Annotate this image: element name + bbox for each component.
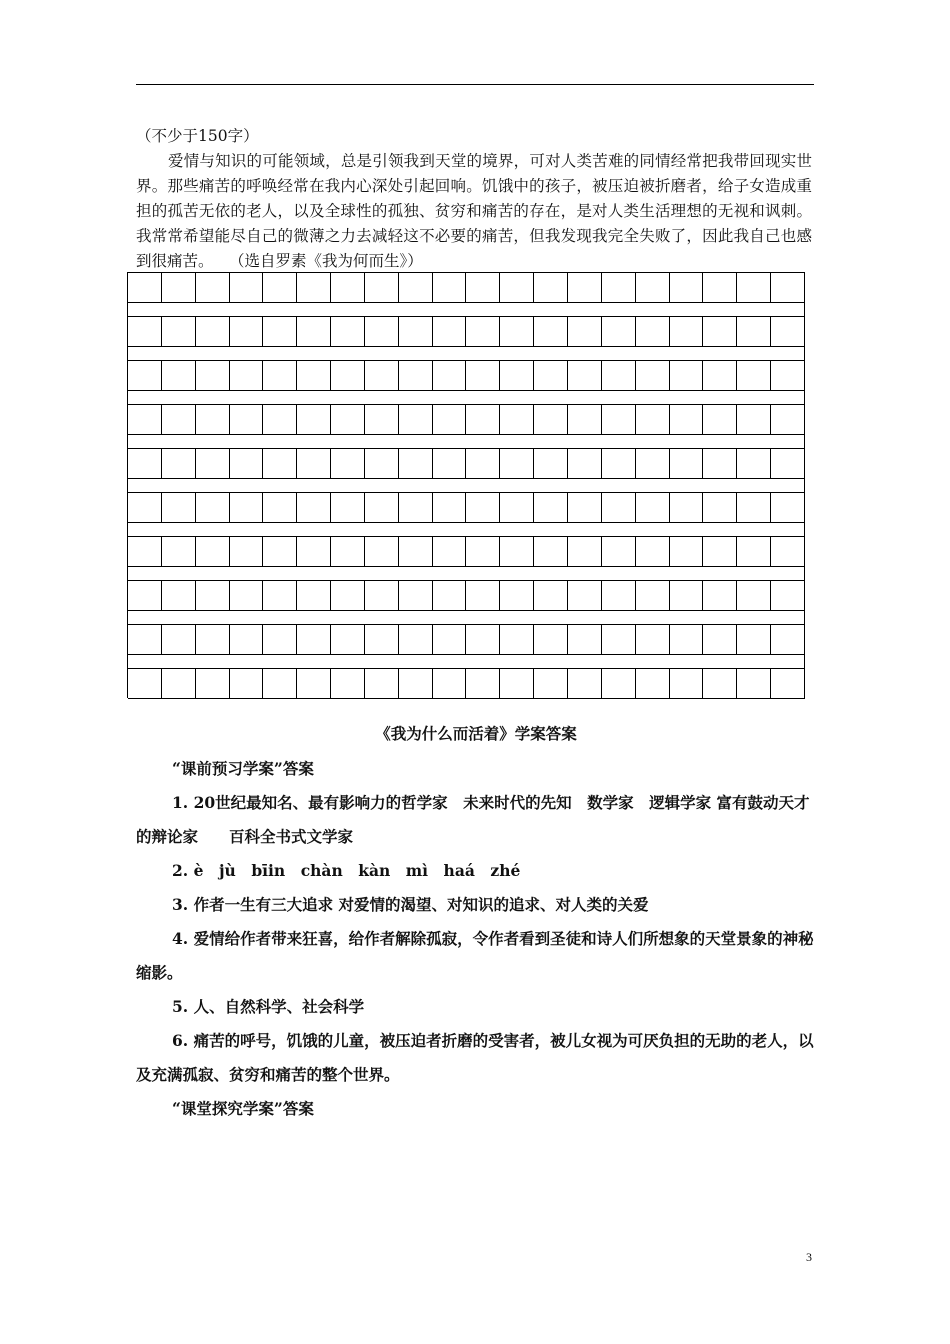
grid-cell [534, 624, 568, 655]
writing-prompt [136, 124, 812, 274]
grid-cell [196, 360, 230, 391]
grid-cell [230, 448, 264, 479]
grid-cell [365, 316, 399, 347]
grid-cell [365, 624, 399, 655]
grid-cell [128, 448, 162, 479]
grid-cell [500, 404, 534, 435]
grid-row [127, 404, 805, 434]
grid-cell [670, 272, 704, 303]
grid-cell [500, 492, 534, 523]
grid-cell [670, 492, 704, 523]
grid-cell [568, 536, 602, 567]
grid-cell [771, 492, 805, 523]
grid-cell [602, 448, 636, 479]
grid-cell [534, 404, 568, 435]
grid-cell [500, 580, 534, 611]
grid-cell [771, 316, 805, 347]
grid-cell [331, 404, 365, 435]
grid-cell [128, 404, 162, 435]
grid-cell [128, 536, 162, 567]
grid-cell [500, 272, 534, 303]
grid-cell [331, 360, 365, 391]
grid-cell [500, 448, 534, 479]
section-heading-classroom: “课堂探究学案”答案 [172, 1099, 314, 1118]
grid-cell [230, 360, 264, 391]
grid-cell [196, 580, 230, 611]
grid-row [127, 448, 805, 478]
grid-cell [602, 580, 636, 611]
grid-cell [433, 580, 467, 611]
grid-cell [568, 448, 602, 479]
grid-cell [466, 580, 500, 611]
grid-cell [670, 360, 704, 391]
grid-cell [365, 492, 399, 523]
grid-cell [670, 580, 704, 611]
grid-row [127, 536, 805, 566]
grid-cell [128, 668, 162, 699]
grid-row-gap [127, 478, 805, 492]
grid-cell [568, 272, 602, 303]
grid-row [127, 492, 805, 522]
word-requirement: （不少于150字） [136, 127, 259, 145]
grid-cell [331, 580, 365, 611]
grid-cell [433, 668, 467, 699]
grid-cell [365, 272, 399, 303]
grid-cell [771, 448, 805, 479]
answer-item-1: 1. 20世纪最知名、最有影响力的哲学家 未来时代的先知 数学家 逻辑学家 富有鼓动天才的辩论家 百科全书式文学家 [136, 793, 810, 846]
grid-cell [703, 580, 737, 611]
answer-item-5: 5. 人、自然科学、社会科学 [172, 997, 365, 1016]
grid-cell [602, 536, 636, 567]
grid-cell [602, 272, 636, 303]
grid-cell [230, 624, 264, 655]
grid-cell [534, 580, 568, 611]
grid-cell [737, 580, 771, 611]
grid-cell [433, 492, 467, 523]
writing-grid [127, 272, 805, 698]
grid-cell [128, 360, 162, 391]
grid-cell [230, 492, 264, 523]
grid-cell [399, 668, 433, 699]
grid-cell [534, 448, 568, 479]
grid-cell [297, 272, 331, 303]
grid-cell [331, 272, 365, 303]
grid-cell [365, 580, 399, 611]
grid-cell [331, 624, 365, 655]
grid-cell [703, 272, 737, 303]
grid-cell [636, 272, 670, 303]
grid-cell [162, 360, 196, 391]
grid-cell [399, 448, 433, 479]
grid-cell [466, 448, 500, 479]
grid-cell [703, 668, 737, 699]
grid-cell [162, 492, 196, 523]
grid-cell [636, 536, 670, 567]
grid-cell [365, 404, 399, 435]
grid-cell [602, 404, 636, 435]
grid-cell [670, 448, 704, 479]
grid-cell [737, 668, 771, 699]
grid-cell [297, 404, 331, 435]
grid-cell [297, 536, 331, 567]
grid-cell [737, 404, 771, 435]
grid-row-gap [127, 566, 805, 580]
grid-cell [162, 668, 196, 699]
grid-cell [230, 272, 264, 303]
grid-cell [297, 316, 331, 347]
grid-cell [602, 624, 636, 655]
grid-cell [602, 668, 636, 699]
grid-cell [433, 448, 467, 479]
grid-cell [297, 360, 331, 391]
grid-cell [297, 492, 331, 523]
grid-cell [670, 404, 704, 435]
grid-cell [466, 624, 500, 655]
grid-row [127, 316, 805, 346]
grid-row [127, 360, 805, 390]
grid-cell [433, 316, 467, 347]
grid-cell [636, 360, 670, 391]
grid-cell [703, 536, 737, 567]
grid-cell [263, 492, 297, 523]
grid-cell [365, 668, 399, 699]
grid-cell [433, 404, 467, 435]
grid-row-gap [127, 302, 805, 316]
grid-cell [399, 360, 433, 391]
grid-cell [365, 448, 399, 479]
grid-cell [263, 360, 297, 391]
header-rule [136, 84, 814, 85]
grid-cell [196, 316, 230, 347]
grid-cell [737, 316, 771, 347]
grid-cell [737, 272, 771, 303]
grid-cell [466, 668, 500, 699]
grid-cell [331, 668, 365, 699]
grid-cell [263, 624, 297, 655]
grid-cell [433, 272, 467, 303]
grid-cell [433, 536, 467, 567]
page-number: 3 [806, 1250, 812, 1264]
grid-cell [196, 668, 230, 699]
grid-cell [263, 316, 297, 347]
grid-cell [433, 360, 467, 391]
grid-cell [331, 536, 365, 567]
grid-cell [399, 536, 433, 567]
grid-cell [636, 580, 670, 611]
grid-cell [162, 624, 196, 655]
grid-row [127, 668, 805, 698]
grid-cell [670, 536, 704, 567]
grid-cell [263, 404, 297, 435]
grid-cell [196, 448, 230, 479]
grid-cell [771, 360, 805, 391]
grid-cell [466, 360, 500, 391]
grid-cell [297, 624, 331, 655]
grid-cell [534, 668, 568, 699]
grid-cell [399, 316, 433, 347]
grid-cell [196, 404, 230, 435]
grid-cell [771, 272, 805, 303]
grid-cell [466, 492, 500, 523]
grid-cell [162, 316, 196, 347]
section-heading-preview: “课前预习学案”答案 [172, 759, 314, 778]
grid-cell [466, 316, 500, 347]
grid-row-gap [127, 434, 805, 448]
grid-cell [568, 360, 602, 391]
grid-cell [128, 624, 162, 655]
grid-cell [500, 360, 534, 391]
grid-cell [263, 536, 297, 567]
grid-row-gap [127, 610, 805, 624]
grid-cell [263, 580, 297, 611]
grid-cell [128, 272, 162, 303]
grid-row [127, 580, 805, 610]
grid-cell [602, 316, 636, 347]
grid-cell [399, 492, 433, 523]
grid-cell [670, 316, 704, 347]
grid-cell [433, 624, 467, 655]
grid-cell [331, 448, 365, 479]
prompt-paragraph: 爱情与知识的可能领域，总是引领我到天堂的境界，可对人类苦难的同情经常把我带回现实世界。那些痛苦的呼唤经常在我内心深处引起回响。饥饿中的孩子，被压迫被折磨者，给子女造成重担的孤苦无依的老人，以及全球性的孤独、贫穷和痛苦的存在，是对人类生活理想的无视和讽刺。我常常希望能尽自己的微薄之力去减轻这不必要的痛苦，但我发现我完全失败了，因此我自己也感到很痛苦。 （选自罗素《我为何而生》） [136, 152, 812, 270]
grid-cell [399, 624, 433, 655]
grid-cell [128, 580, 162, 611]
grid-cell [230, 316, 264, 347]
grid-cell [534, 272, 568, 303]
grid-cell [297, 580, 331, 611]
grid-cell [636, 668, 670, 699]
grid-cell [636, 404, 670, 435]
answer-item-3: 3. 作者一生有三大追求 对爱情的渴望、对知识的追求、对人类的关爱 [172, 895, 649, 914]
grid-cell [500, 536, 534, 567]
grid-cell [771, 404, 805, 435]
grid-cell [737, 624, 771, 655]
grid-cell [162, 448, 196, 479]
grid-cell [636, 624, 670, 655]
grid-cell [230, 580, 264, 611]
grid-cell [500, 668, 534, 699]
grid-cell [534, 536, 568, 567]
grid-cell [670, 624, 704, 655]
grid-cell [771, 580, 805, 611]
grid-cell [534, 316, 568, 347]
grid-cell [162, 580, 196, 611]
grid-cell [297, 448, 331, 479]
grid-cell [230, 536, 264, 567]
grid-row-gap [127, 654, 805, 668]
grid-cell [737, 448, 771, 479]
grid-cell [703, 316, 737, 347]
grid-cell [737, 492, 771, 523]
grid-cell [771, 624, 805, 655]
grid-cell [771, 536, 805, 567]
grid-cell [500, 624, 534, 655]
grid-cell [466, 536, 500, 567]
grid-cell [737, 536, 771, 567]
grid-cell [534, 360, 568, 391]
answer-item-4: 4. 爱情给作者带来狂喜，给作者解除孤寂，令作者看到圣徒和诗人们所想象的天堂景象的神秘缩影。 [136, 929, 814, 982]
grid-cell [703, 448, 737, 479]
grid-cell [466, 404, 500, 435]
grid-cell [771, 668, 805, 699]
grid-cell [568, 668, 602, 699]
grid-cell [196, 536, 230, 567]
grid-cell [568, 492, 602, 523]
answer-title: 《我为什么而活着》学案答案 [375, 724, 577, 743]
grid-cell [568, 624, 602, 655]
grid-cell [230, 668, 264, 699]
grid-cell [128, 492, 162, 523]
grid-cell [568, 404, 602, 435]
grid-row-gap [127, 346, 805, 360]
grid-cell [670, 668, 704, 699]
grid-cell [162, 272, 196, 303]
answer-item-2: 2. è jù bīin chàn kàn mì haá zhé [172, 861, 521, 880]
grid-cell [703, 360, 737, 391]
grid-row [127, 272, 805, 302]
grid-cell [162, 536, 196, 567]
grid-cell [196, 492, 230, 523]
grid-cell [399, 404, 433, 435]
grid-cell [331, 316, 365, 347]
grid-cell [466, 272, 500, 303]
grid-cell [737, 360, 771, 391]
grid-cell [568, 580, 602, 611]
answer-item-6: 6. 痛苦的呼号，饥饿的儿童，被压迫者折磨的受害者，被儿女视为可厌负担的无助的老人，以及充满孤寂、贫穷和痛苦的整个世界。 [136, 1031, 814, 1084]
grid-cell [365, 360, 399, 391]
grid-cell [128, 316, 162, 347]
grid-cell [162, 404, 196, 435]
grid-cell [703, 624, 737, 655]
grid-cell [196, 272, 230, 303]
grid-cell [636, 492, 670, 523]
grid-cell [263, 272, 297, 303]
grid-cell [399, 272, 433, 303]
grid-cell [602, 360, 636, 391]
grid-cell [263, 448, 297, 479]
grid-row-gap [127, 390, 805, 404]
grid-row-gap [127, 522, 805, 536]
grid-cell [263, 668, 297, 699]
grid-cell [196, 624, 230, 655]
grid-cell [365, 536, 399, 567]
answer-key [136, 722, 816, 1126]
grid-cell [500, 316, 534, 347]
grid-cell [703, 492, 737, 523]
grid-cell [399, 580, 433, 611]
grid-cell [602, 492, 636, 523]
grid-cell [636, 316, 670, 347]
grid-row [127, 624, 805, 654]
grid-cell [568, 316, 602, 347]
grid-cell [331, 492, 365, 523]
grid-cell [703, 404, 737, 435]
grid-cell [636, 448, 670, 479]
grid-cell [230, 404, 264, 435]
grid-cell [297, 668, 331, 699]
grid-cell [534, 492, 568, 523]
